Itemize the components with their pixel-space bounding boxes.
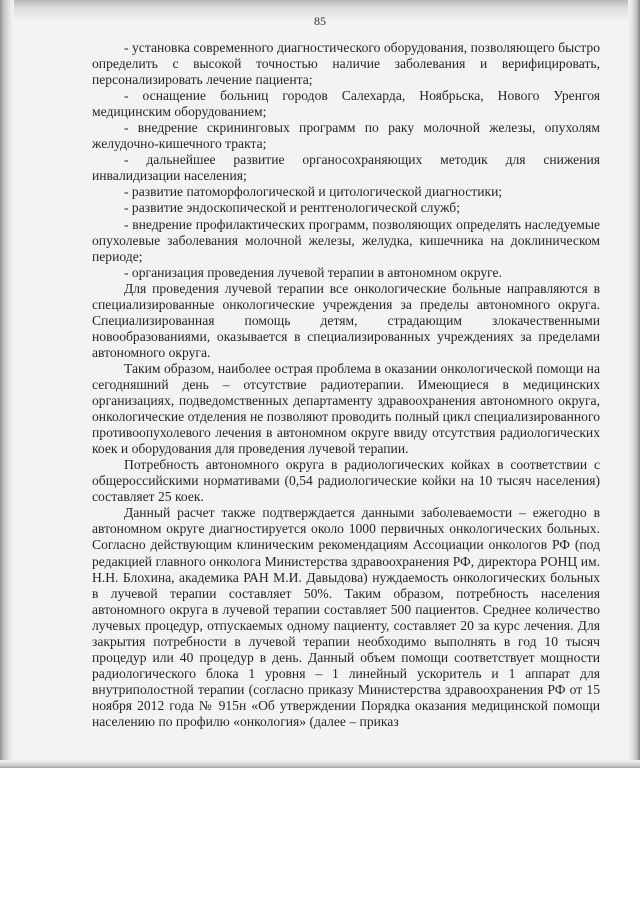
scan-shadow-left [0,0,14,768]
paragraph: - внедрение профилактических программ, позволяющих определять наследуемые опухолевые заболевания молочной железы, желудка, кишечника на доклиническом периоде; [92,216,600,264]
paragraph: Данный расчет также подтверждается данными заболеваемости – ежегодно в автономном округе диагностируется около 1000 первичных онкологических больных. Согласно действующим клиническим рекомендациям Ассоциации онкологов РФ (под редакцией главного онколога Министерства здравоохранения РФ, директора РОНЦ им. Н.Н. Блохина, академика РАН М.И. Давыдова) нуждаемость онкологических больных в лучевой терапии составляет 50%. Таким образом, потребность населения автономного округа в лучевой терапии составляет 500 пациентов. Среднее количество лучевых процедур, отпускаемых одному пациенту, составляет 20 за курс лечения. Для закрытия потребности в лучевой терапии необходимо выполнять в год 10 тысяч процедур или 40 процедур в день. Данный объем помощи соответствует мощности радиологического блока 1 уровня – 1 линейный ускоритель и 1 аппарат для внутриполостной терапии (согласно приказу Министерства здравоохранения РФ от 15 ноября 2012 года № 915н «Об утверждении Порядка оказания медицинской помощи населению по профилю «онкология» (далее – приказ [92,505,600,729]
paragraph: - установка современного диагностического оборудования, позволяющего быстро определить с высокой точностью наличие заболевания и верифицировать, персонализировать лечение пациента; [92,40,600,88]
scan-shadow-right [628,0,640,768]
scan-shadow-bottom [0,760,640,768]
paragraph: - организация проведения лучевой терапии в автономном округе. [124,264,502,280]
paragraph: - развитие патоморфологической и цитологической диагностики; [124,184,503,200]
paragraph: Таким образом, наиболее острая проблема в оказании онкологической помощи на сегодняшний день – отсутствие радиотерапии. Имеющиеся в медицинских организациях, подведомственных департаменту здравоохранения автономного округа, онкологические отделения не позволяют проводить полный цикл специализированного противоопухолевого лечения в автономном округе ввиду отсутствия радиологических коек и оборудования для проведения лучевой терапии. [92,360,600,457]
page-number: 85 [314,14,326,28]
paragraph: - оснащение больниц городов Салехарда, Ноябрьска, Нового Уренгоя медицинским оборудованием; [92,88,600,120]
paragraph: - внедрение скрининговых программ по раку молочной железы, опухолям желудочно-кишечного тракта; [92,120,600,152]
paragraph: Потребность автономного округа в радиологических койках в соответствии с общероссийскими нормативами (0,54 радиологические койки на 10 тысяч населения) составляет 25 коек. [92,457,600,505]
paragraph: Для проведения лучевой терапии все онкологические больные направляются в специализированные онкологические учреждения за пределы автономного округа. Специализированная помощь детям, страдающим злокачественными новообразованиями, оказывается в специализированных учреждениях за пределами автономного округа. [92,280,600,360]
paragraph: - развитие эндоскопической и рентгенологической служб; [124,200,460,216]
paragraph: - дальнейшее развитие органосохраняющих методик для снижения инвалидизации населения; [92,152,600,184]
document-body [92,40,600,730]
